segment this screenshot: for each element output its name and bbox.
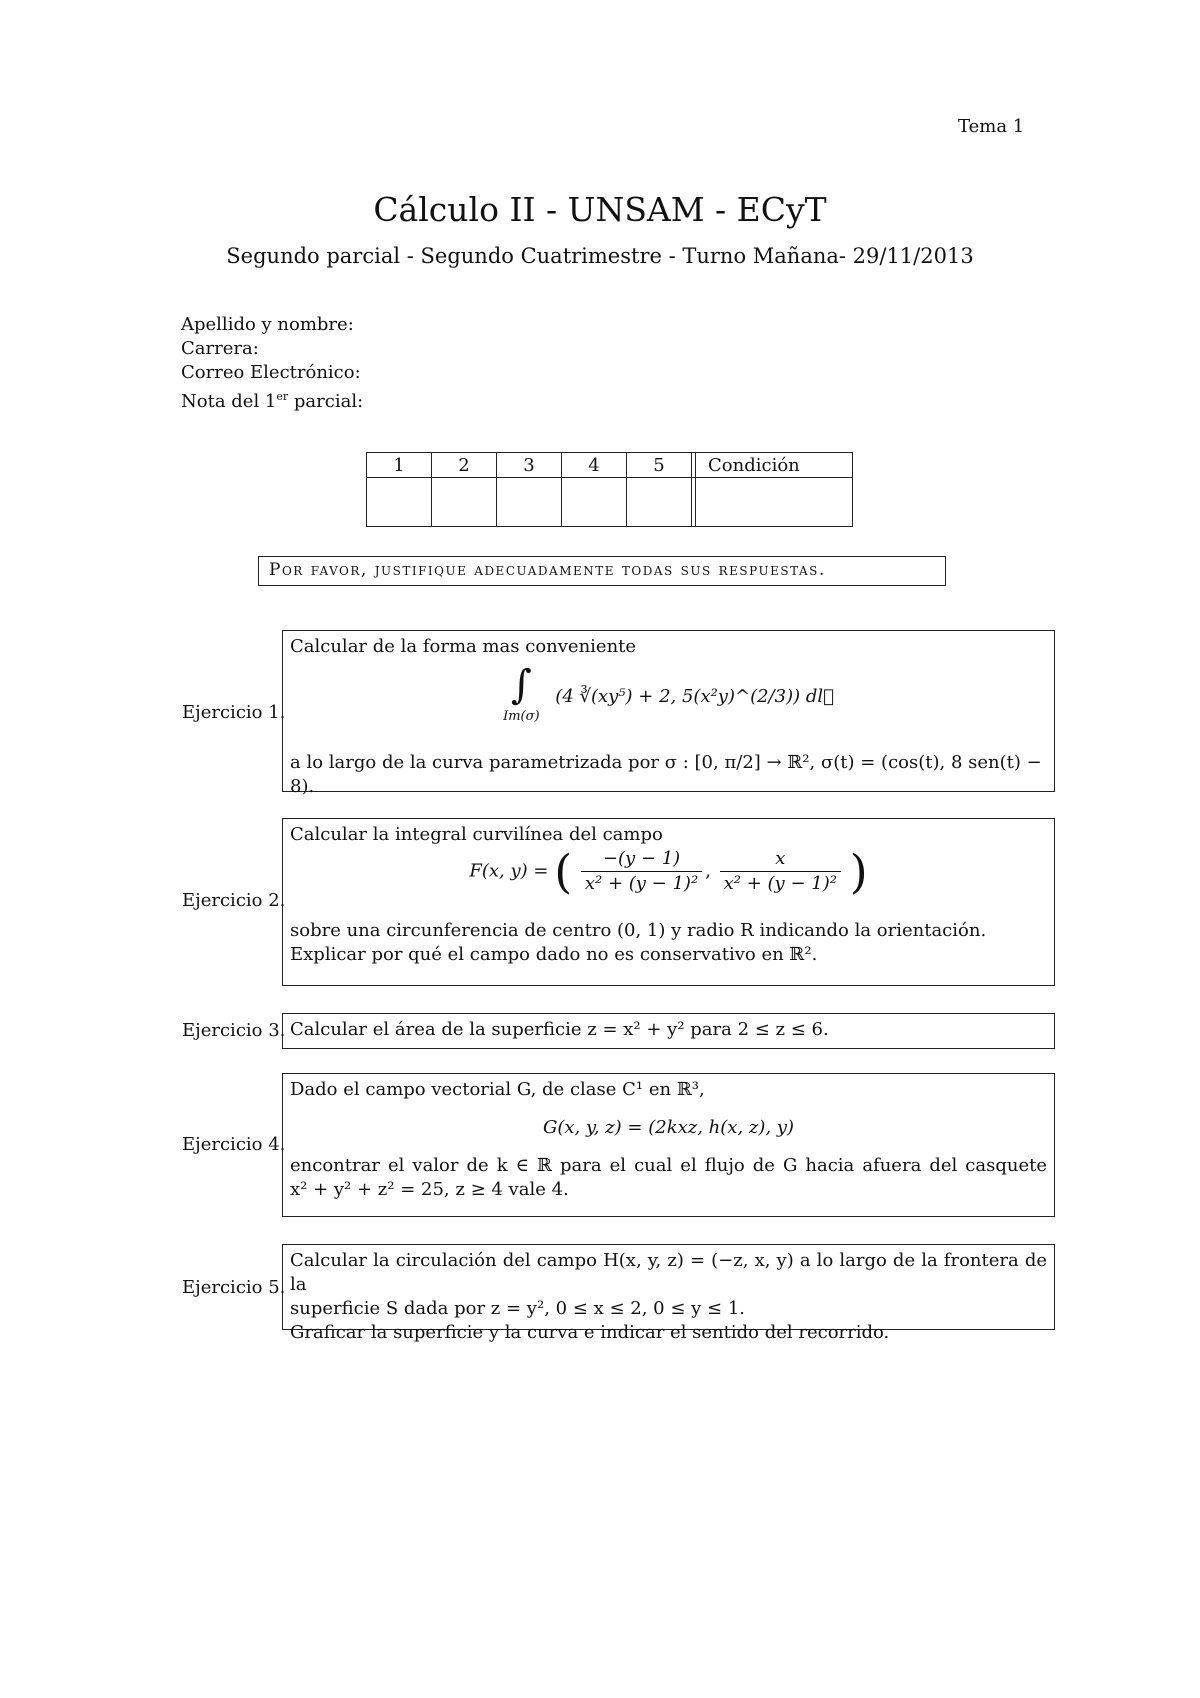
grade-header-4: 4 bbox=[562, 453, 627, 478]
tema-label: Tema 1 bbox=[958, 116, 1025, 137]
grades-table bbox=[366, 452, 853, 527]
grade-header-condicion: Condición bbox=[696, 453, 853, 478]
exercise-4-line3: x² + y² + z² = 25, z ≥ 4 vale 4. bbox=[290, 1179, 569, 1200]
grade-cell-5 bbox=[627, 478, 692, 527]
student-fields bbox=[181, 313, 363, 414]
grade-header-5: 5 bbox=[627, 453, 692, 478]
exercise-1-closing: a lo largo de la curva parametrizada por σ : [0, π/2] → ℝ², σ(t) = (cos(t), 8 sen(t) − 8). bbox=[290, 752, 1042, 797]
exercise-2-line2: sobre una circunferencia de centro (0, 1) y radio R indicando la orientación. bbox=[290, 920, 987, 941]
nota-sup: er bbox=[276, 390, 289, 403]
exercise-3-label: Ejercicio 3. bbox=[182, 1020, 286, 1041]
exercise-4-formula: G(x, y, z) = (2kxz, h(x, z), y) bbox=[542, 1117, 795, 1138]
grade-header-3: 3 bbox=[497, 453, 562, 478]
exercise-2-line3: Explicar por qué el campo dado no es conservativo en ℝ². bbox=[290, 944, 818, 965]
exercise-5-box bbox=[282, 1244, 1055, 1343]
page-subtitle: Segundo parcial - Segundo Cuatrimestre - Turno Mañana- 29/11/2013 bbox=[226, 244, 974, 268]
nota-suffix: parcial: bbox=[288, 391, 364, 412]
exercise-4-line2: encontrar el valor de k ∈ ℝ para el cual el flujo de G hacia afuera del casquete bbox=[290, 1155, 1047, 1176]
exercise-5-line2: superficie S dada por z = y², 0 ≤ x ≤ 2, 0 ≤ y ≤ 1. bbox=[290, 1298, 746, 1319]
grade-cell-condicion bbox=[696, 478, 853, 527]
grade-cell-3 bbox=[497, 478, 562, 527]
integral-sign: ∫ Im(σ) bbox=[503, 665, 539, 729]
exercise-4-label: Ejercicio 4. bbox=[182, 1134, 286, 1155]
justify-note: Por favor, justifique adecuadamente todas sus respuestas. bbox=[258, 556, 946, 586]
grade-header-2: 2 bbox=[432, 453, 497, 478]
field-apellido: Apellido y nombre: bbox=[181, 314, 354, 335]
exercise-3-text: Calcular el área de la superficie z = x² + y² para 2 ≤ z ≤ 6. bbox=[290, 1019, 829, 1040]
exercise-5-line3: Graficar la superficie y la curva e indicar el sentido del recorrido. bbox=[290, 1322, 890, 1343]
grade-cell-4 bbox=[562, 478, 627, 527]
field-carrera: Carrera: bbox=[181, 338, 259, 359]
exercise-4-intro: Dado el campo vectorial G, de clase C¹ en ℝ³, bbox=[290, 1079, 705, 1100]
exercise-1-integrand: (4 ∛(xy⁵) + 2, 5(x²y)^(2/3)) dl⃗ bbox=[555, 686, 834, 707]
exercise-4-box bbox=[282, 1073, 1055, 1217]
exercise-3-box bbox=[282, 1013, 1055, 1049]
frac-1-num: −(y − 1) bbox=[581, 847, 702, 872]
exercise-2-lhs: F(x, y) = bbox=[469, 860, 549, 882]
grade-cell-1 bbox=[367, 478, 432, 527]
frac-1-den: x² + (y − 1)² bbox=[584, 873, 699, 894]
exercise-2-box bbox=[282, 818, 1055, 986]
exercise-1-label: Ejercicio 1. bbox=[182, 702, 286, 723]
page-title: Cálculo II - UNSAM - ECyT bbox=[373, 190, 827, 229]
exercise-2-frac-2 bbox=[720, 847, 841, 896]
exercise-5-line1: Calcular la circulación del campo H(x, y, z) = (−z, x, y) a lo largo de la frontera de la bbox=[290, 1250, 1047, 1295]
frac-2-den: x² + (y − 1)² bbox=[723, 873, 837, 894]
exercise-1-formula bbox=[290, 662, 1047, 739]
field-correo: Correo Electrónico: bbox=[181, 362, 361, 383]
integral-sub: Im(σ) bbox=[503, 709, 540, 724]
exercise-2-intro: Calcular la integral curvilínea del campo bbox=[290, 824, 663, 845]
frac-2-num: x bbox=[720, 847, 841, 872]
exercise-2-label: Ejercicio 2. bbox=[182, 890, 286, 911]
exercise-2-frac-1 bbox=[581, 847, 702, 896]
exercise-2-formula: F(x, y) = ( $\frac{-(y - 1)}{\text{x² + (y − 1)²}}$ , $\frac{x}{\text{x² + (y − 1)²}}$ ) bbox=[469, 844, 868, 899]
exercise-1-box bbox=[282, 630, 1055, 797]
field-nota bbox=[181, 385, 363, 414]
exercise-5-label: Ejercicio 5. bbox=[182, 1277, 286, 1298]
nota-prefix: Nota del 1 bbox=[181, 391, 277, 412]
exercise-1-intro: Calcular de la forma mas conveniente bbox=[290, 636, 637, 657]
grade-cell-2 bbox=[432, 478, 497, 527]
grade-header-1: 1 bbox=[367, 453, 432, 478]
